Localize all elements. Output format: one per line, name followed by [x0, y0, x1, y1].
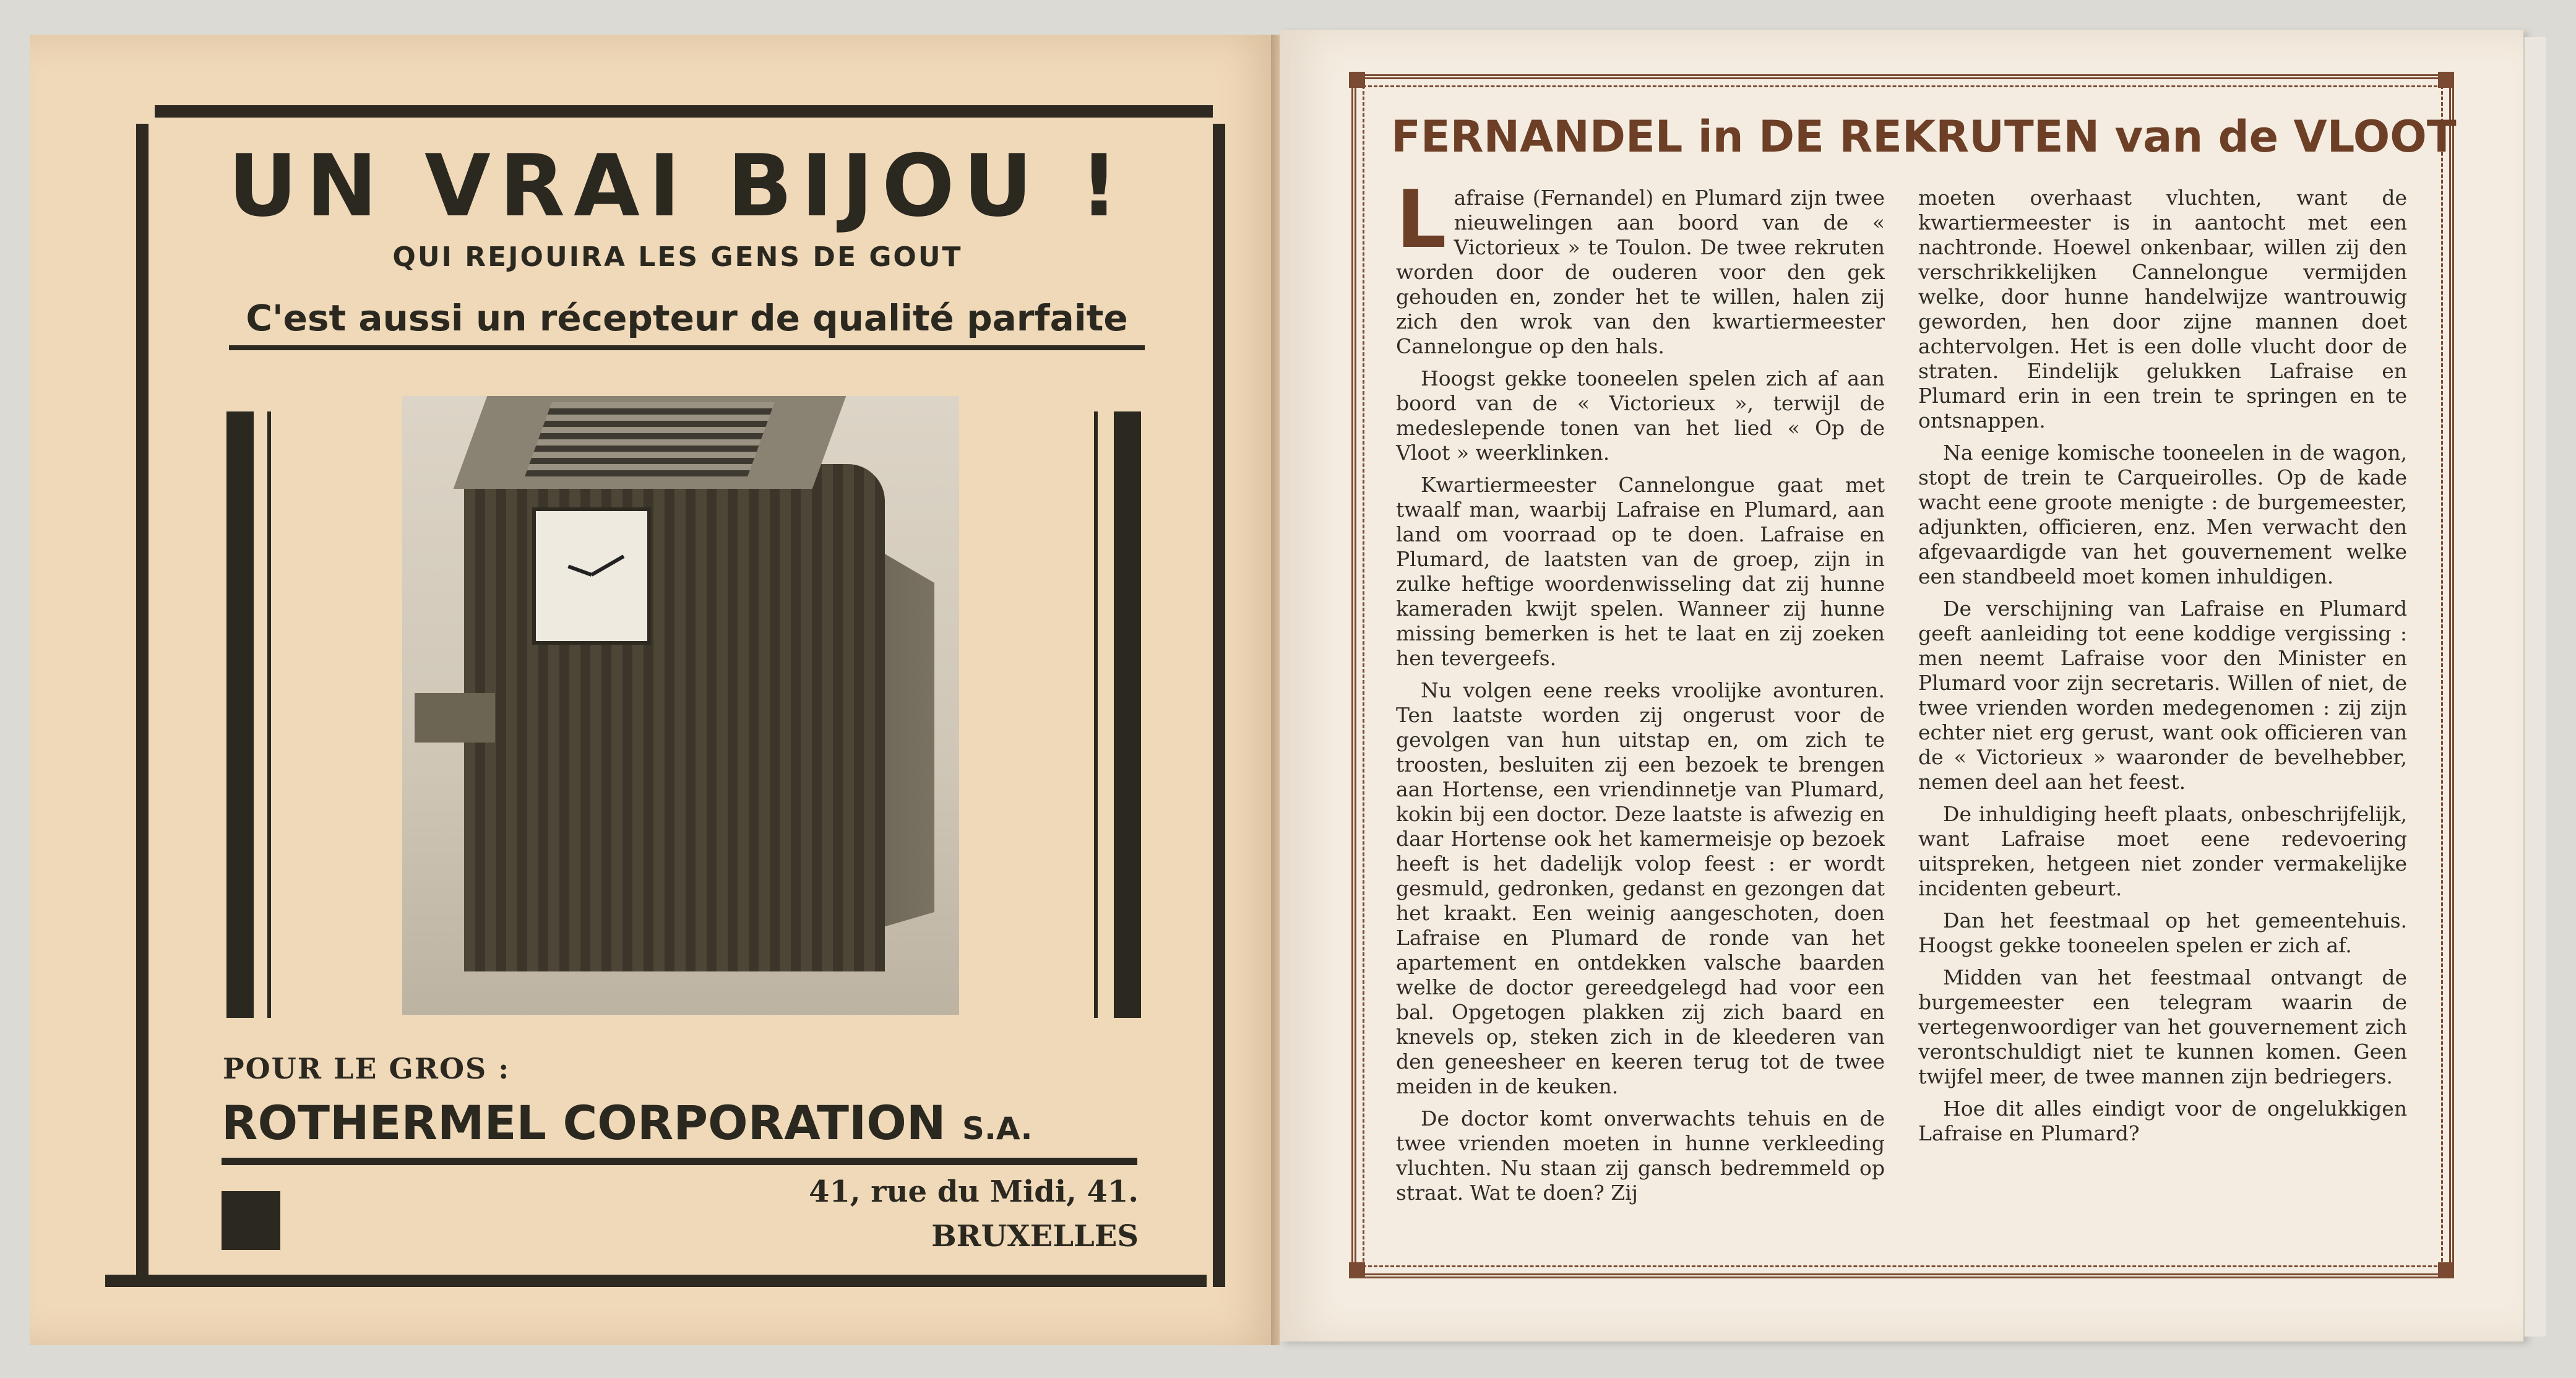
advert-subheadline: QUI REJOUIRA LES GENS DE GOUT — [392, 241, 963, 273]
clock-icon — [532, 507, 651, 645]
radio-stand — [415, 693, 495, 743]
frame-left-rule — [136, 124, 149, 1287]
article-paragraph: Hoe dit alles eindigt voor de ongelukkigen Lafraise en Plumard? — [1918, 1096, 2407, 1145]
radio-photo — [402, 396, 959, 1015]
decorative-square — [222, 1191, 280, 1250]
article-paragraph — [1396, 174, 1885, 359]
article-paragraph: Nu volgen eene reeks vroolijke avonturen. Ten laatste worden zij ongerust voor de gevolgen van hun uitstap en, om zich te troosten, besluiten zij een bezoek te brengen aan Hortense, een vriendinnetje van Plumard, kokin bij een doctor. Deze laatste is afwezig en daar Hortense ook het kamermeisje op bezoek heeft is het dadelijk volop feest : er wordt gesmuld, gedronken, gedanst en gezongen dat het kraakt. Een weinig aangeschoten, doen Lafraise en Plumard de ronde van het apartement en ontdekken valsche baarden welke de doctor gereedgelegd had voor een bal. Opgetogen plakken zij zich baard en knevels op, steken zich in de kleederen van den geneesheer en keeren terug tot de twee meiden in de keuken. — [1396, 678, 1885, 1098]
border-corner-ornament — [2438, 1262, 2454, 1278]
article-paragraph: Midden van het feestmaal ontvangt de burgemeester een telegram waarin de vertegenwoordiger van het gouvernement zich verontschuldigt niet te kunnen komen. Geen twijfel meer, de twee mannen zijn bedriegers. — [1918, 965, 2407, 1088]
frame-bottom-rule — [105, 1275, 1207, 1287]
company-name-text: ROTHERMEL CORPORATION — [222, 1095, 946, 1150]
left-decorative-bar — [226, 411, 254, 1018]
radio-cabinet — [464, 464, 885, 971]
page-edges — [2523, 37, 2546, 1337]
article-column-1 — [1396, 174, 1885, 1213]
company-suffix: S.A. — [962, 1111, 1033, 1147]
paragraph-text: afraise (Fernandel) en Plumard zijn twee nieuwelingen aan boord van de « Victorieux » te Toulon. De twee rekruten worden door de ouderen voor den gek gehouden en, zonder het te willen, halen zij zich den wrok van den kwartiermeester Cannelongue op den hals. — [1396, 186, 1885, 358]
border-corner-ornament — [2438, 72, 2454, 88]
advert-headline: UN VRAI BIJOU ! — [228, 136, 1127, 236]
company-address — [743, 1169, 1139, 1259]
advert-tagline: C'est aussi un récepteur de qualité parfaite — [229, 297, 1145, 350]
frame-top-rule — [155, 105, 1213, 118]
article-title: FERNANDEL in DE REKRUTEN van de VLOOT — [1391, 111, 2457, 162]
article-paragraph: moeten overhaast vluchten, want de kwartiermeester is in aantocht met een nachtronde. Hoewel onkenbaar, willen zij den verschrikkelijken Cannelongue vermijden welke, door hunne handelwijze wantrouwig geworden, hen door zijne mannen doet achtervolgen. Het is een dolle vlucht door de straten. Eindelijk gelukken Lafraise en Plumard erin in een trein te springen en te ontsnappen. — [1918, 186, 2407, 433]
frame-right-rule — [1213, 124, 1225, 1287]
article-paragraph: Kwartiermeester Cannelongue gaat met twaalf man, waarbij Lafraise en Plumard, aan land om voorraad op te doen. Lafraise en Plumard, de laatsten van de groep, zijn in zulke heftige woordenwisseling dat zij hunne kameraden kwijt spelen. Wanneer zij hunne missing bemerken is het te laat en zij zoeken hen tevergeefs. — [1396, 473, 1885, 670]
left-thin-bar — [267, 411, 271, 1018]
company-name — [222, 1095, 1137, 1165]
address-street: 41, rue du Midi, 41. — [809, 1174, 1139, 1209]
clock-hand — [591, 554, 625, 576]
wholesale-label: POUR LE GROS : — [223, 1052, 510, 1085]
right-decorative-bar — [1114, 411, 1141, 1018]
right-thin-bar — [1094, 411, 1098, 1018]
article-column-2 — [1918, 186, 2407, 1153]
border-corner-ornament — [1349, 1262, 1365, 1278]
article-paragraph: Hoogst gekke tooneelen spelen zich af aan boord van de « Victorieux », terwijl de medeslepende tonen van het lied « Op de Vloot » weerklinken. — [1396, 366, 1885, 465]
article-paragraph: De verschijning van Lafraise en Plumard geeft aanleiding tot eene koddige vergissing : men neemt Lafraise voor den Minister en Plumard voor zijn secretaris. Willen of niet, de twee vrienden worden medegenomen : zij zijn echter niet erg gerust, want ook officieren van de « Victorieux » waaronder de bevelhebber, nemen deel aan het feest. — [1918, 596, 2407, 794]
article-paragraph: De inhuldiging heeft plaats, onbeschrijfelijk, want Lafraise moet eene redevoering uitspreken, hetgeen niet zonder vermakelijke incidenten gebeurt. — [1918, 802, 2407, 900]
article-paragraph: Dan het feestmaal op het gemeentehuis. Hoogst gekke tooneelen spelen er zich af. — [1918, 908, 2407, 957]
article-paragraph: De doctor komt onverwachts tehuis en de twee vrienden moeten in hunne verkleeding vluchten. Nu staan zij gansch bedremmeld op straat. Wat te doen? Zij — [1396, 1106, 1885, 1205]
article-paragraph: Na eenige komische tooneelen in de wagon, stopt de trein te Carqueirolles. Op de kade wacht eene groote menigte : de burgemeester, adjunkten, officieren, enz. Men verwacht den afgevaardigde van het gouvernement welke een standbeeld moet komen inhuldigen. — [1918, 441, 2407, 588]
radio-grille — [525, 402, 775, 476]
drop-cap: L — [1396, 174, 1447, 266]
clock-hand — [567, 565, 592, 577]
address-city: BRUXELLES — [931, 1219, 1139, 1254]
border-corner-ornament — [1349, 72, 1365, 88]
